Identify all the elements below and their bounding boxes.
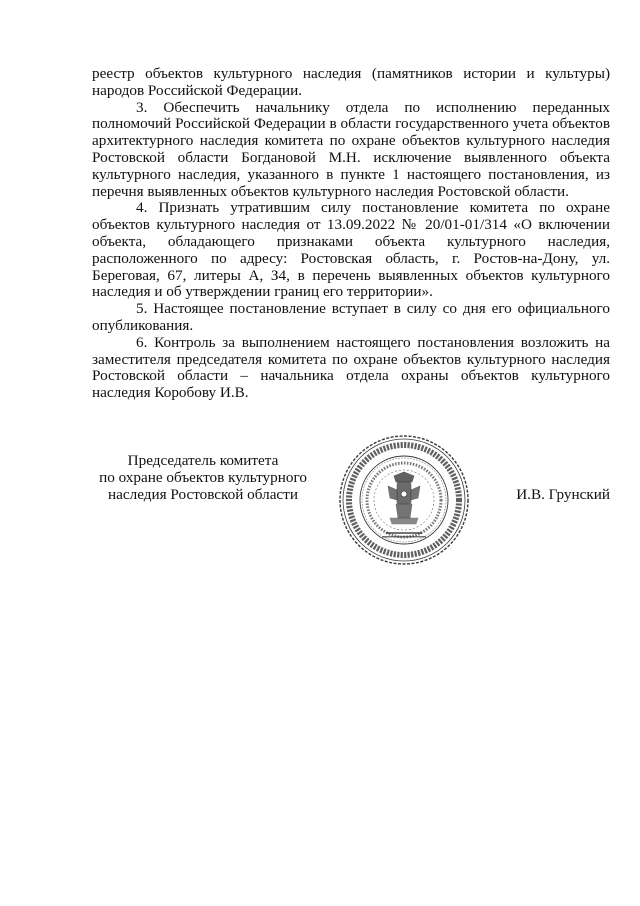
paragraph-item-4: 4. Признать утратившим силу постановление комитета по охране объектов культурного наследия от 13.09.2022 № 20/01-01/314 «О включении объекта, обладающего признаками объекта культурного наследия, расположенного по адресу: Ростовская область, г. Ростов-на-Дону, ул. Береговая, 67, литеры А, З4, в перечень выявленных объектов культурного наследия и об утверждении границ его территории».	[92, 199, 610, 301]
paragraph-item-5: 5. Настоящее постановление вступает в силу со дня его официального опубликования.	[92, 300, 610, 334]
official-seal-stamp	[336, 432, 472, 568]
paragraph-continuation: реестр объектов культурного наследия (памятников истории и культуры) народов Российской Федерации.	[92, 65, 610, 99]
paragraph-item-3: 3. Обеспечить начальнику отдела по исполнению переданных полномочий Российской Федерации в области государственного учета объектов архитектурного наследия комитета по охране объектов культурного наследия Ростовской области Богдановой М.Н. исключение выявленного объекта культурного наследия, указанного в пункте 1 настоящего постановления, из перечня выявленных объектов культурного наследия Ростовской области.	[92, 98, 610, 200]
signatory-title	[92, 452, 314, 503]
paragraph-item-6: 6. Контроль за выполнением настоящего постановления возложить на заместителя председателя комитета по охране объектов культурного наследия Ростовской области – начальника отдела охраны объектов культурного наследия Коробову И.В.	[92, 333, 610, 402]
signatory-title-line: наследия Ростовской области	[108, 486, 298, 503]
document-body	[92, 66, 610, 402]
signatory-title-line: по охране объектов культурного	[99, 469, 307, 486]
signatory-name: И.В. Грунский	[516, 486, 610, 503]
signatory-title-line: Председатель комитета	[127, 452, 279, 469]
